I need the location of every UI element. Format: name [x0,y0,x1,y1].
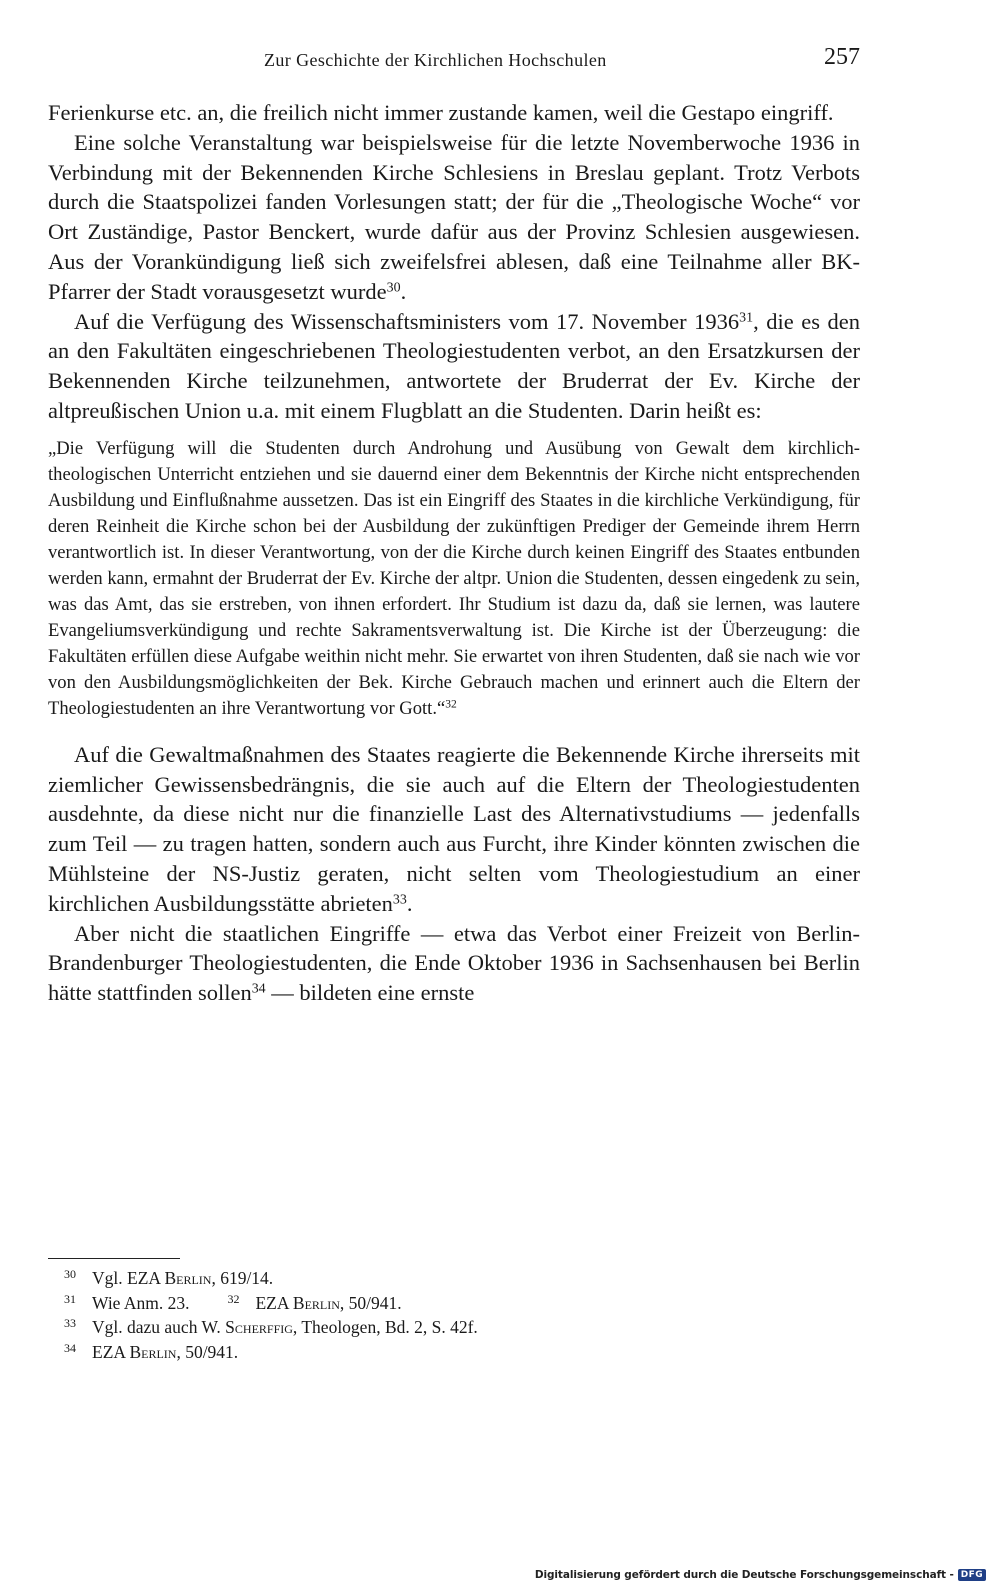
footnote-34-text-a: EZA [92,1341,130,1362]
footnote-31-text: Wie Anm. 23. [92,1292,190,1313]
footnotes [64,1266,844,1364]
footnote-34: 34 EZA Berlin, 50/941. [64,1340,239,1362]
paragraph-1-text: Ferienkurse etc. an, die freilich nicht immer zustande kamen, weil die Gestapo eingriff. [48,100,834,125]
page-number: 257 [824,44,860,70]
paragraph-3-text-b: , die es den an den Fakultäten eingeschriebenen Theologiestudenten verbot, an den Ersatzkursen der Bekennenden Kirche teilzunehmen, antwortete der Bruderrat der Ev. Kirche der altpreußischen Union u.a. mit einem Flugblatt an die Studenten. Darin heißt es: [48,308,860,423]
paragraph-2-text: Eine solche Veranstaltung war beispielsweise für die letzte Novemberwoche 1936 in Verbindung mit der Bekennenden Kirche Schlesiens in Breslau geplant. Trotz Verbots durch die Staatspolizei fanden Vorlesungen statt; der für die „Theologische Woche“ vor Ort Zuständige, Pastor Benckert, wurde dafür aus der Provinz Schlesien ausgewiesen. Aus der Vorankündigung ließ sich zweifelsfrei ablesen, daß eine Teilnahme aller BK-Pfarrer der Stadt vorausgesetzt wurde [48,129,860,304]
footnote-32-text-a: EZA [255,1292,293,1313]
footnote-30-text-a: Vgl. EZA [92,1268,165,1288]
paragraph-3-text-a: Auf die Verfügung des Wissenschaftsministers vom 17. November 1936 [74,308,740,334]
paragraph-4 [48,740,860,919]
footnote-34-smallcaps: Berlin [129,1341,177,1362]
footnote-32-text-b: , 50/941. [339,1292,402,1313]
running-header [48,44,860,76]
footnote-30: 30 Vgl. EZA Berlin, 619/14. [64,1267,274,1288]
main-text [48,98,860,1008]
dfg-logo: DFG [958,1569,986,1581]
footnote-33-text-b: , Theologen, Bd. 2, S. 42f. [292,1317,478,1337]
digitization-credit-text: Digitalisierung gefördert durch die Deutsche Forschungsgemeinschaft - [534,1569,954,1581]
paragraph-4-end: . [406,890,413,916]
paragraph-3 [48,307,860,426]
footnote-ref-31: 31 [739,309,754,325]
footnote-33-smallcaps: Scherffig [225,1317,293,1337]
footnote-31-32: 31 Wie Anm. 23. 32 EZA Berlin, 50/941. [64,1291,402,1313]
footnote-ref-32: 32 [445,698,457,711]
footnote-30-text-b: , 619/14. [211,1268,274,1288]
paragraph-4-text: Auf die Gewaltmaßnahmen des Staates reagierte die Bekennende Kirche ihrerseits mit ziemlicher Gewissensbedrängnis, die sie auch auf die Eltern der Theologiestudenten ausdehnte, da diese nicht nur die finanzielle Last des Alternativstudiums — jedenfalls zum Teil — zu tragen hatten, sondern auch aus Furcht, ihre Kinder könnten zwischen die Mühlsteine der NS-Justiz geraten, nicht selten vom Theologiestudium an einer kirchlichen Ausbildungsstätte abrieten [48,741,860,916]
footnote-ref-30: 30 [386,280,401,296]
paragraph-5-text-a: Aber nicht die staatlichen Eingriffe — etwa das Verbot einer Freizeit von Berlin-Brandenburger Theologiestudenten, die Ende Oktober 1936 in Sachsenhausen bei Berlin hätte stattfinden sollen [48,920,860,1006]
footnote-divider [48,1258,180,1259]
paragraph-5 [48,919,860,1008]
paragraph-1 [48,98,860,128]
paragraph-2-end: . [400,278,407,304]
footnote-30-smallcaps: Berlin [164,1268,212,1288]
paragraph-2 [48,128,860,307]
paragraph-5-text-b: — bildeten eine ernste [265,980,475,1006]
footnote-ref-33: 33 [392,892,407,908]
block-quote-text: „Die Verfügung will die Studenten durch Androhung und Ausübung von Gewalt dem kirchlich-theologischen Unterricht entziehen und sie dauernd einer dem Bekenntnis der Kirche nicht entsprechenden Ausbildung und Einflußnahme aussetzen. Das ist ein Eingriff des Staates in die kirchliche Verkündigung, für deren Reinheit die Kirche schon bei der Ausbildung der zukünftigen Prediger der Gemeinde ihrem Herrn verantwortlich ist. In dieser Verantwortung, von der die Kirche durch keinen Eingriff des Staates entbunden werden kann, ermahnt der Bruderrat der Ev. Kirche der altpr. Union die Studenten, dessen eingedenk zu sein, was das Amt, das sie erstreben, von ihnen erfordert. Ihr Studium ist dazu da, daß sie lernen, was lautere Evangeliumsverkündigung und rechte Sakramentsverwaltung ist. Die Kirche ist der Überzeugung: die Fakultäten erfüllen diese Aufgabe weithin nicht mehr. Sie erwartet von ihren Studenten, daß sie nach wie vor von den Ausbildungsmöglichkeiten der Bek. Kirche Gebrauch machen und erinnert auch die Eltern der Theologiestudenten an ihre Verantwortung vor Gott.“ [48,437,860,719]
footnote-33-text-a: Vgl. dazu auch W. [92,1317,226,1337]
footnote-34-text-b: , 50/941. [176,1341,239,1362]
footnote-33: 33 Vgl. dazu auch W. Scherffig, Theologen, Bd. 2, S. 42f. [64,1316,478,1337]
footnote-32-smallcaps: Berlin [292,1292,340,1313]
block-quote [48,436,860,722]
footnote-ref-34: 34 [251,981,266,997]
running-title: Zur Geschichte der Kirchlichen Hochschulen [264,50,607,70]
digitization-credit [535,1569,986,1581]
